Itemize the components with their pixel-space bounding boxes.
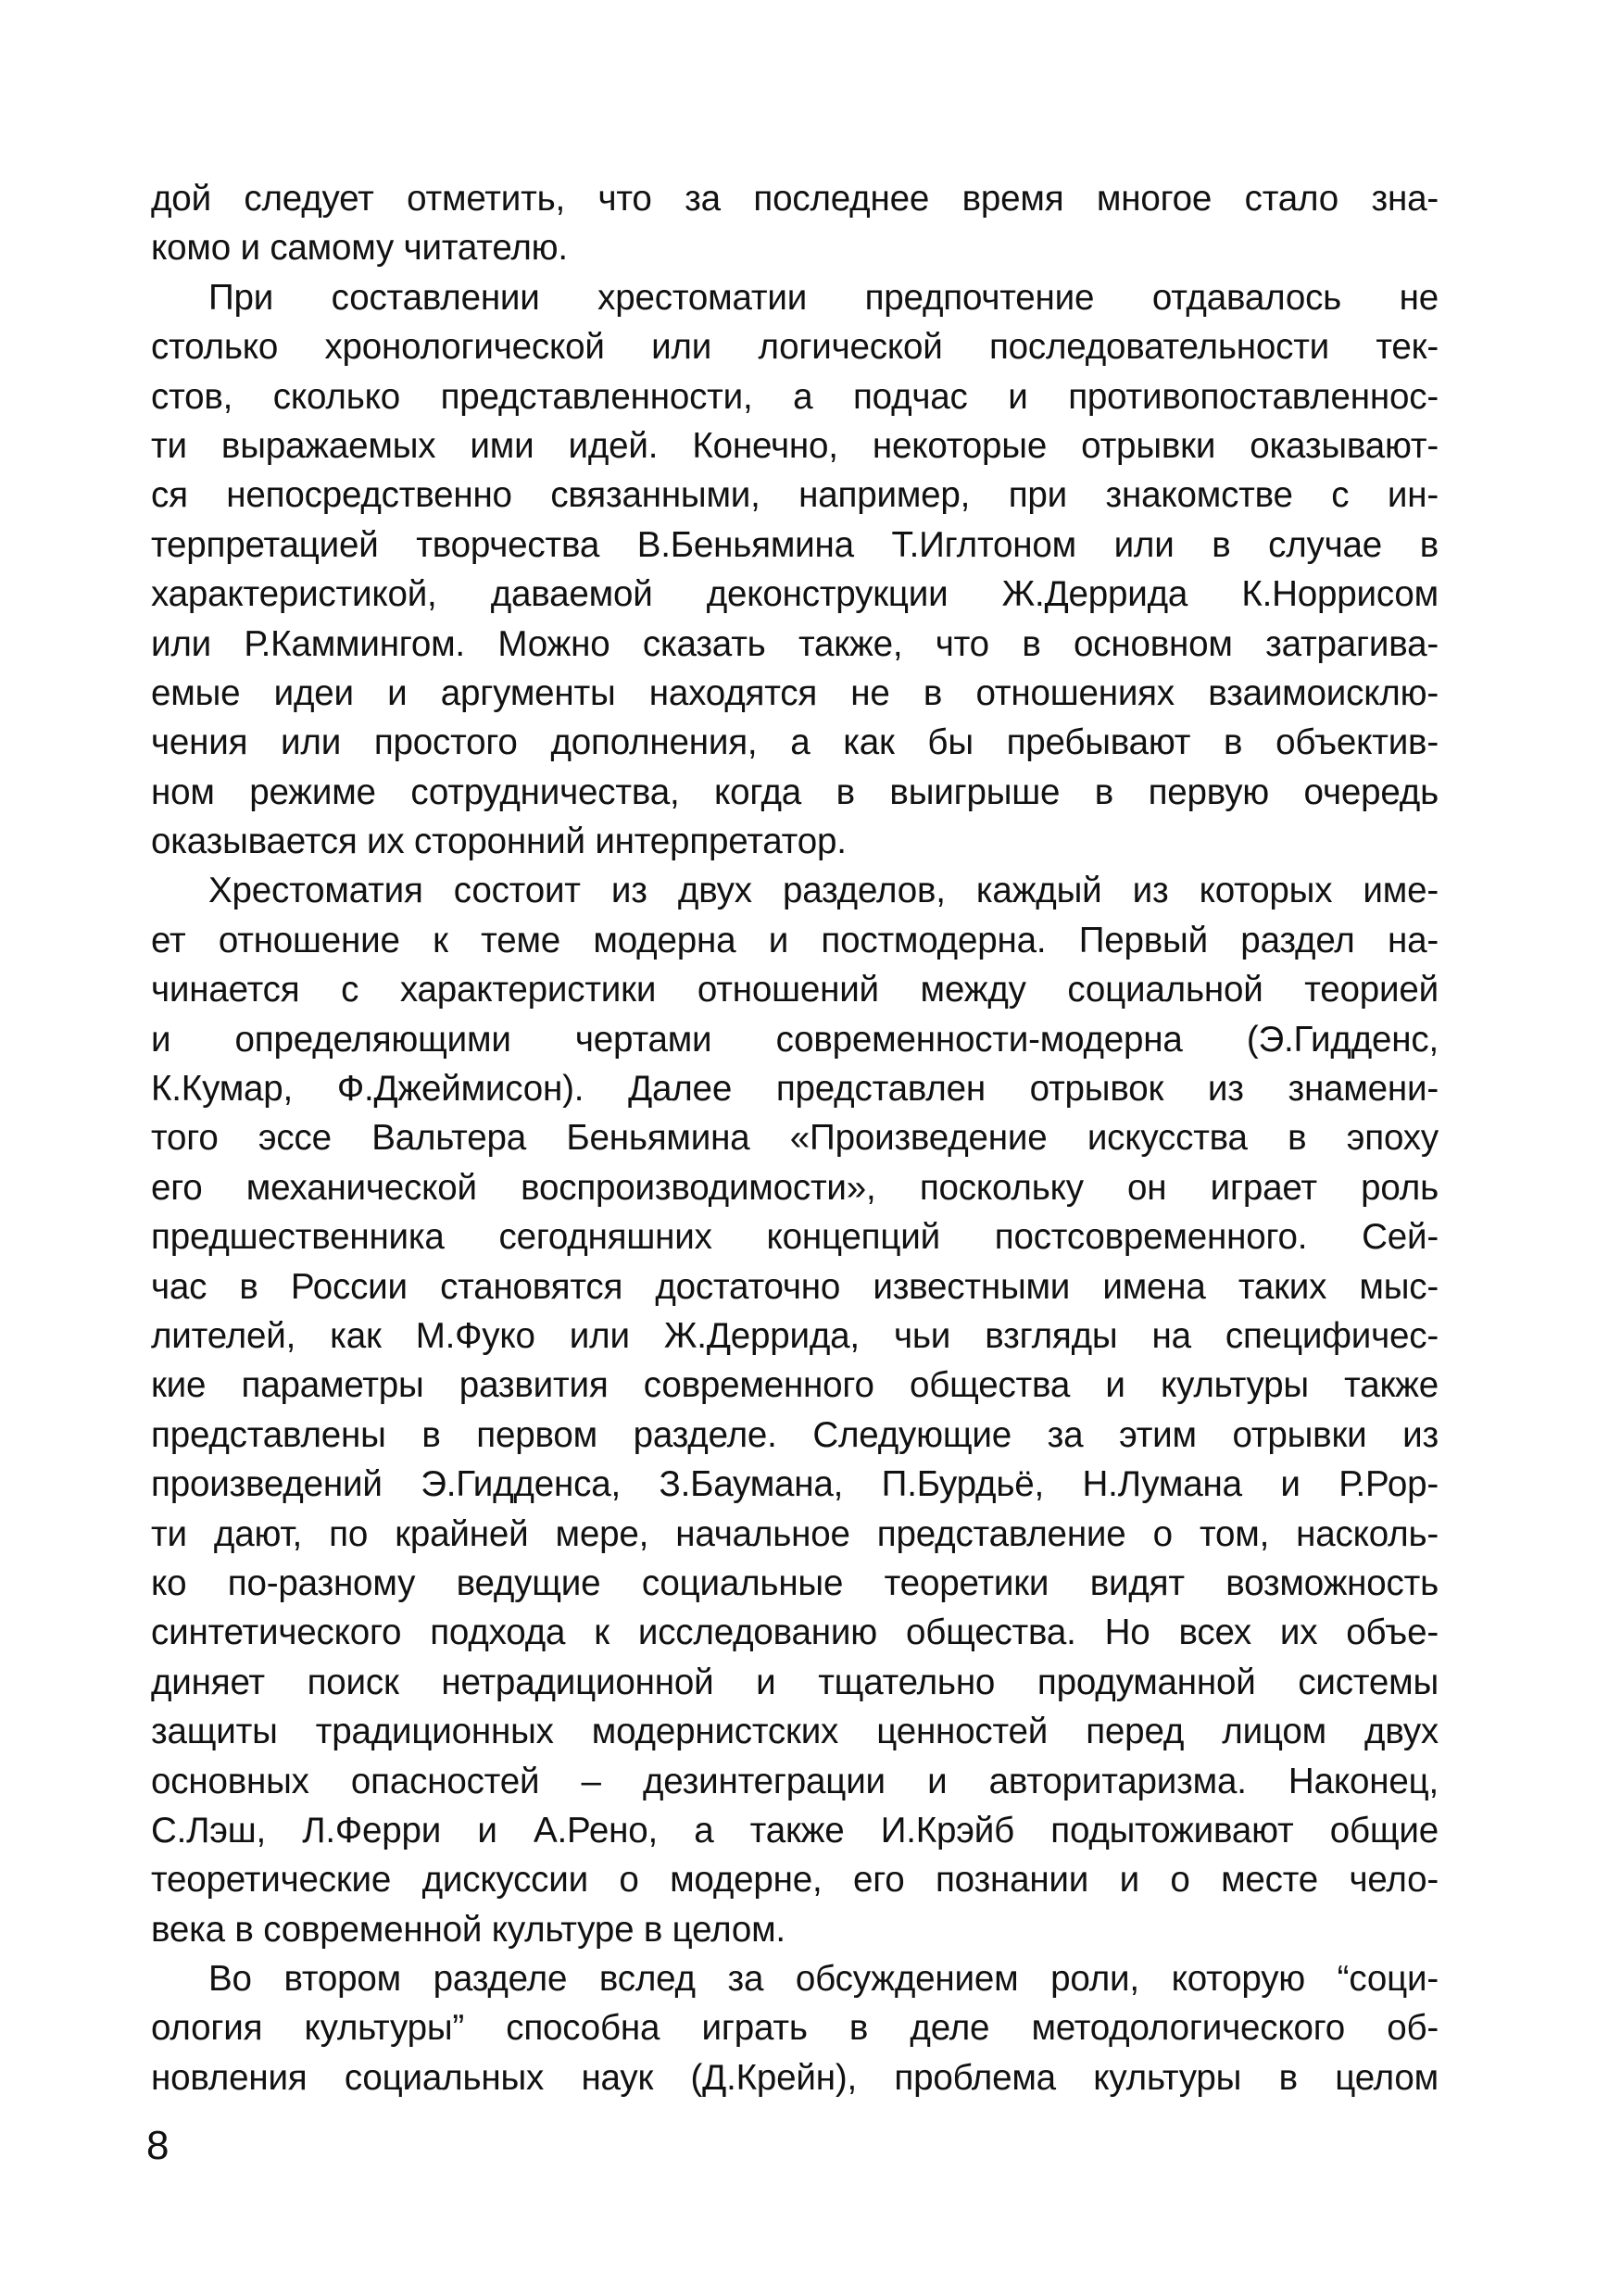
text-line: синтетического подхода к исследованию общества. Но всех их объе- [151, 1612, 1439, 1653]
text-line: и определяющими чертами современности-модерна (Э.Гидденс, [151, 1019, 1439, 1060]
text-line: комо и самому читателю. [151, 228, 568, 269]
text-line: емые идеи и аргументы находятся не в отношениях взаимоисклю- [151, 672, 1439, 713]
text-line: дой следует отметить, что за последнее время многое стало зна- [151, 179, 1439, 219]
text-line: кие параметры развития современного общества и культуры также [151, 1365, 1439, 1406]
text-line: теоретические дискуссии о модерне, его познании и о месте чело- [151, 1860, 1439, 1901]
text-line: произведений Э.Гидденса, З.Баумана, П.Бурдьё, Н.Лумана и Р.Рор- [151, 1464, 1439, 1505]
text-line: ся непосредственно связанными, например, при знакомстве с ин- [151, 475, 1439, 516]
text-line: ном режиме сотрудничества, когда в выигрыше в первую очередь [151, 772, 1439, 812]
text-line: ко по-разному ведущие социальные теоретики видят возможность [151, 1562, 1439, 1603]
paragraph-start-line: Хрестоматия состоит из двух разделов, каждый из которых име- [208, 871, 1439, 911]
text-line: стов, сколько представленности, а подчас и противопоставленнос- [151, 376, 1439, 417]
text-line: К.Кумар, Ф.Джеймисон). Далее представлен отрывок из знамени- [151, 1069, 1439, 1110]
text-line: века в современной культуре в целом. [151, 1909, 785, 1950]
text-line: защиты традиционных модернистских ценностей перед лицом двух [151, 1712, 1439, 1752]
paragraph-start-line: Во втором разделе вслед за обсуждением роли, которую “соци- [208, 1959, 1439, 2000]
page-number: 8 [146, 2123, 170, 2168]
text-line: столько хронологической или логической последовательности тек- [151, 327, 1439, 368]
text-line: чинается с характеристики отношений между социальной теорией [151, 970, 1439, 1010]
text-line: новления социальных наук (Д.Крейн), проблема культуры в целом [151, 2057, 1439, 2098]
text-line: характеристикой, даваемой деконструкции Ж.Деррида К.Норрисом [151, 574, 1439, 615]
text-line: оказывается их сторонний интерпретатор. [151, 822, 847, 862]
body-text [151, 174, 1439, 2102]
text-line: ет отношение к теме модерна и постмодерна. Первый раздел на- [151, 920, 1439, 960]
text-line: его механической воспроизводимости», поскольку он играет роль [151, 1167, 1439, 1208]
text-line: или Р.Каммингом. Можно сказать также, что в основном затрагива- [151, 623, 1439, 664]
text-line: предшественника сегодняшних концепций постсовременного. Сей- [151, 1217, 1439, 1258]
text-line: ти дают, по крайней мере, начальное представление о том, насколь- [151, 1513, 1439, 1554]
paragraph-start-line: При составлении хрестоматии предпочтение отдавалось не [208, 277, 1439, 318]
text-line: час в России становятся достаточно известными имена таких мыс- [151, 1266, 1439, 1307]
text-line: С.Лэш, Л.Ферри и А.Рено, а также И.Крэйб подытоживают общие [151, 1810, 1439, 1851]
text-line: основных опасностей – дезинтеграции и авторитаризма. Наконец, [151, 1761, 1439, 1801]
text-line: чения или простого дополнения, а как бы пребывают в объектив- [151, 722, 1439, 763]
text-line: ти выражаемых ими идей. Конечно, некоторые отрывки оказывают- [151, 425, 1439, 466]
text-line: ология культуры” способна играть в деле методологического об- [151, 2008, 1439, 2049]
text-line: терпретацией творчества В.Беньямина Т.Иглтоном или в случае в [151, 524, 1439, 565]
text-line: лителей, как М.Фуко или Ж.Деррида, чьи взгляды на специфичес- [151, 1315, 1439, 1356]
text-line: диняет поиск нетрадиционной и тщательно продуманной системы [151, 1662, 1439, 1702]
text-line: представлены в первом разделе. Следующие за этим отрывки из [151, 1414, 1439, 1455]
text-line: того эссе Вальтера Беньямина «Произведение искусства в эпоху [151, 1118, 1439, 1159]
